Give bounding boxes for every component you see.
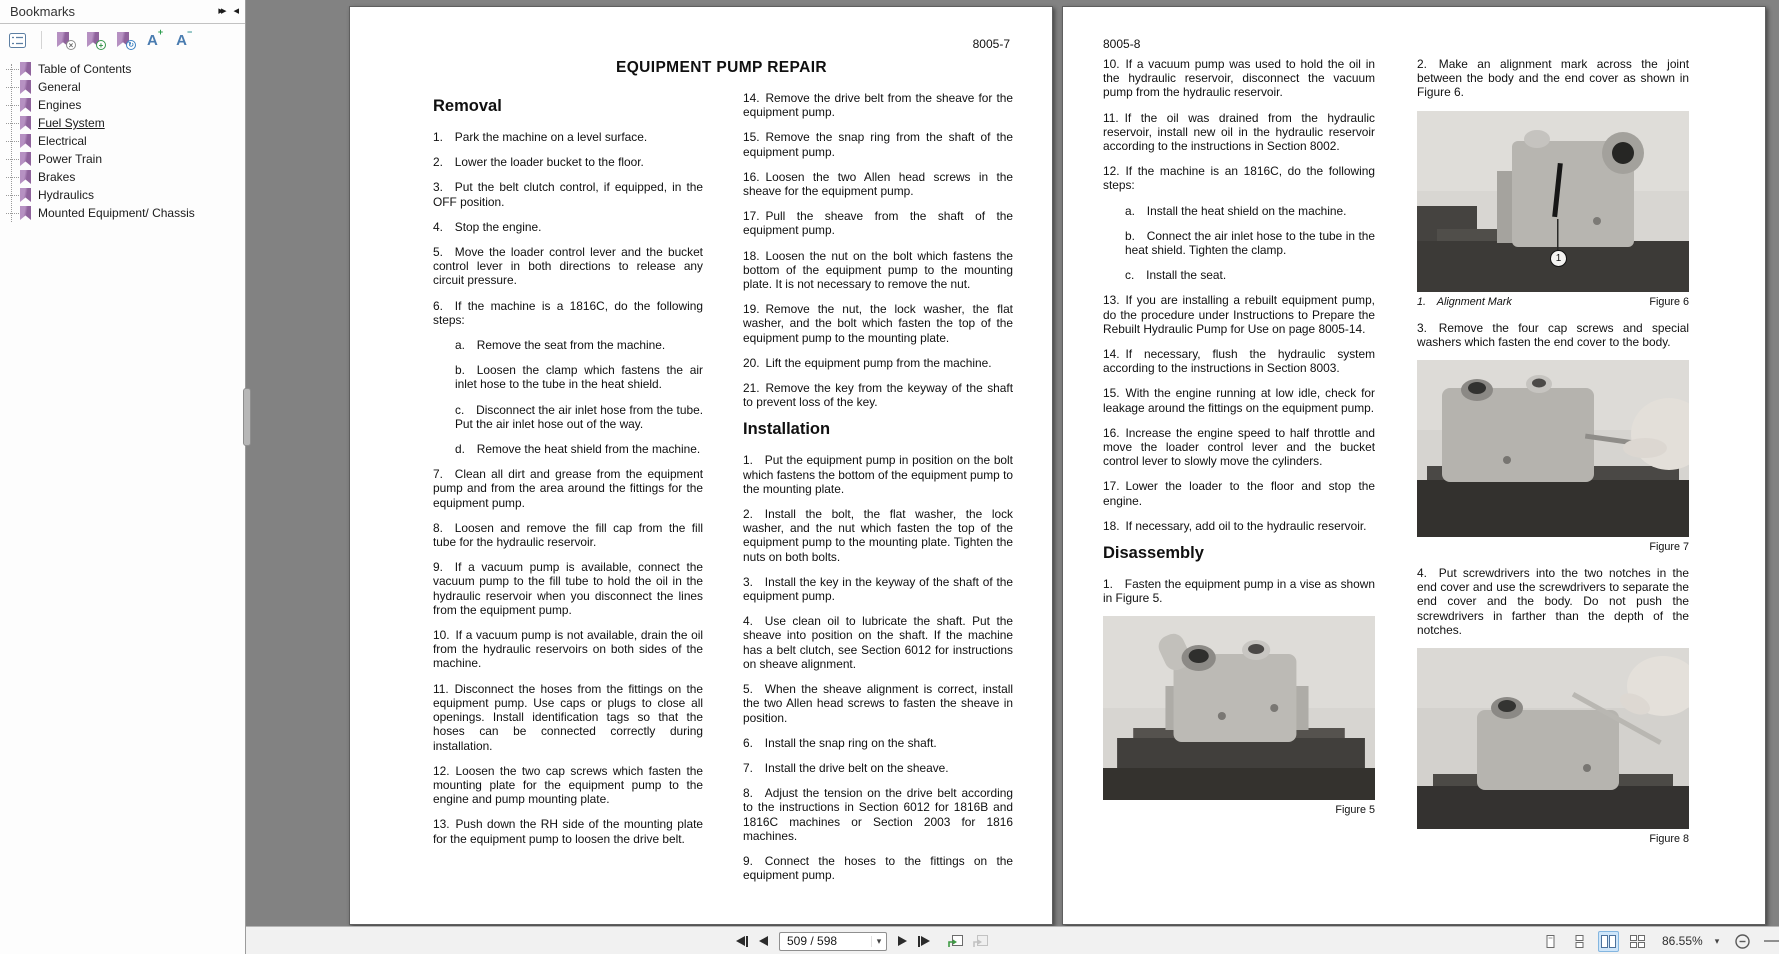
figure-5-photo: [1103, 616, 1375, 800]
bookmark-label: Hydraulics: [38, 188, 95, 202]
text-block: 11. Disconnect the hoses from the fittings on the equipment pump. Use caps or plugs to close all openings. Install identification tags so that the hoses can be connected correctly during installation.: [433, 681, 703, 753]
text-block: 12. If the machine is an 1816C, do the following steps:: [1103, 164, 1375, 193]
bookmarks-toolbar: [0, 24, 245, 56]
manual-page-right: [1062, 6, 1766, 925]
panel-splitter-handle[interactable]: [243, 388, 251, 446]
next-page-button[interactable]: [898, 936, 907, 946]
panel-collapse-icon[interactable]: ◂: [233, 5, 239, 17]
bookmark-ribbon-icon: [20, 116, 31, 130]
bookmark-label: Mounted Equipment/ Chassis: [38, 206, 195, 220]
text-block: 8. Loosen and remove the fill cap from the fill tube for the hydraulic reservoir.: [433, 520, 703, 550]
text-block: 8. Adjust the tension on the drive belt according to the instructions in Section 6012 for 1816B and 1816C machines or Section 2003 for 1816 machines.: [743, 786, 1013, 843]
text-block: 7. Install the drive belt on the sheave.: [743, 760, 949, 775]
text-block: 3. Put the belt clutch control, if equipped, in the OFF position.: [433, 180, 703, 209]
bookmark-label: Power Train: [38, 152, 103, 166]
decrease-text-size-icon[interactable]: A−: [176, 27, 193, 49]
bookmark-ribbon-icon: [20, 170, 31, 184]
figure-6-callout-label: 1. Alignment Mark: [1417, 295, 1512, 308]
facing-pages-view-icon[interactable]: [1598, 931, 1619, 952]
text-block: 1. Fasten the equipment pump in a vise as shown in Figure 5.: [1103, 577, 1375, 606]
text-block: 6. Install the snap ring on the shaft.: [743, 735, 937, 750]
zoom-slider-track[interactable]: [1764, 940, 1779, 942]
text-block: 3. Install the key in the keyway of the shaft of the equipment pump.: [743, 574, 1013, 604]
text-block: 11. If the oil was drained from the hydraulic reservoir, install new oil in the hydraulic reservoir according to the instructions in Section 8002.: [1103, 110, 1375, 154]
bookmark-item[interactable]: [0, 60, 245, 78]
text-block: 5. When the sheave alignment is correct, install the two Allen head screws to fasten the sheave in position.: [743, 682, 1013, 725]
text-block: 16. Loosen the two Allen head screws in the sheave for the equipment pump.: [743, 169, 1013, 199]
figure-8-photo: [1417, 648, 1689, 829]
text-block: 1. Park the machine on a level surface.: [433, 130, 648, 144]
toolbar-divider: [41, 31, 42, 49]
text-block: a. Remove the seat from the machine.: [455, 338, 666, 353]
text-block: 18. If necessary, add oil to the hydraulic reservoir.: [1103, 518, 1367, 533]
bookmark-ribbon-icon: [20, 98, 31, 112]
increase-text-size-icon[interactable]: A+: [147, 27, 164, 49]
bookmark-label: Electrical: [38, 134, 87, 148]
text-block: 9. Connect the hoses to the fittings on the equipment pump.: [743, 853, 1013, 883]
text-block: 2. Make an alignment mark across the joint between the body and the end cover as shown in Figure 6.: [1417, 57, 1689, 100]
bookmark-item[interactable]: [0, 132, 245, 150]
text-block: Disassembly: [1103, 544, 1204, 563]
bookmark-item[interactable]: [0, 78, 245, 96]
text-block: 3. Remove the four cap screws and special washers which fasten the end cover to the body.: [1417, 320, 1689, 349]
bookmark-item[interactable]: [0, 150, 245, 168]
text-block: 7. Clean all dirt and grease from the equipment pump and from the area around the fittings for the equipment pump.: [433, 467, 703, 510]
bookmark-item[interactable]: [0, 186, 245, 204]
text-block: 10. If a vacuum pump is not available, drain the oil from the hydraulic reservoirs on both sides of the machine.: [433, 628, 703, 671]
bookmarks-tree: [0, 56, 245, 222]
text-block: 1. Put the equipment pump in position on the bolt which fastens the bottom of the equipment pump to the mounting plate.: [743, 453, 1013, 496]
next-view-icon[interactable]: [972, 934, 989, 949]
zoom-dropdown-icon[interactable]: ▾: [1714, 935, 1720, 946]
text-block: 20. Lift the equipment pump from the machine.: [743, 355, 992, 370]
bookmark-label: General: [38, 80, 81, 94]
bookmark-options-icon[interactable]: [9, 33, 26, 48]
bookmark-history-icon[interactable]: ↻: [117, 31, 134, 49]
zoom-level-value[interactable]: 86.55%: [1662, 934, 1703, 948]
page-number: 8005-8: [1103, 37, 1141, 51]
bookmark-label: Engines: [38, 98, 82, 112]
page-number-input[interactable]: [779, 932, 887, 951]
text-block: 17. Pull the sheave from the shaft of the equipment pump.: [743, 209, 1013, 238]
bookmark-ribbon-icon: [20, 206, 31, 220]
figure-7-caption: Figure 7: [1649, 541, 1689, 554]
text-block: a. Install the heat shield on the machine.: [1125, 203, 1347, 218]
page-number-value[interactable]: 509 / 598: [787, 934, 838, 948]
previous-view-icon[interactable]: [947, 934, 964, 949]
page8-column-1: [1103, 57, 1375, 858]
text-block: 17. Lower the loader to the floor and stop the engine.: [1103, 479, 1375, 508]
manual-page-left: [349, 6, 1053, 925]
text-block: Removal: [433, 97, 502, 115]
text-block: 21. Remove the key from the keyway of the shaft to prevent loss of the key.: [743, 381, 1013, 410]
text-block: 15. With the engine running at low idle, check for leakage around the fittings on the equipment pump.: [1103, 386, 1375, 415]
text-block: 10. If a vacuum pump was used to hold the oil in the hydraulic reservoir, disconnect the vacuum pump from the hydraulic reservoir.: [1103, 57, 1375, 100]
tree-guide-line: [11, 64, 12, 222]
single-page-view-icon[interactable]: [1540, 931, 1561, 952]
text-block: c. Disconnect the air inlet hose from the tube. Put the air inlet hose out of the way.: [455, 402, 703, 431]
delete-bookmark-icon[interactable]: ×: [57, 31, 74, 49]
bookmark-label: Brakes: [38, 170, 76, 184]
bookmark-ribbon-icon: [20, 80, 31, 94]
status-bar: [246, 926, 1779, 954]
figure-5-caption: Figure 5: [1335, 804, 1375, 817]
text-block: 4. Stop the engine.: [433, 219, 542, 234]
page7-column-1: [433, 91, 703, 893]
bookmark-item[interactable]: [0, 96, 245, 114]
bookmarks-panel: [0, 0, 246, 954]
last-page-button[interactable]: [918, 936, 930, 947]
bookmark-item[interactable]: [0, 114, 245, 132]
text-block: 6. If the machine is a 1816C, do the following steps:: [433, 298, 703, 327]
continuous-view-icon[interactable]: [1569, 931, 1590, 952]
document-title: EQUIPMENT PUMP REPAIR: [615, 59, 828, 76]
page-number: 8005-7: [972, 37, 1010, 51]
text-block: 19. Remove the nut, the lock washer, the flat washer, and the bolt which fasten the top of the equipment pump to the mounting plate.: [743, 302, 1013, 345]
text-block: d. Remove the heat shield from the machine.: [455, 442, 701, 457]
text-block: 16. Increase the engine speed to half throttle and move the loader control lever and the bucket control lever to slowly move the cylinders.: [1103, 425, 1375, 469]
text-block: 4. Use clean oil to lubricate the shaft. Put the sheave into position on the shaft. If the machine has a belt clutch, see Section 6012 for instructions on sheave alignment.: [743, 614, 1013, 671]
bookmark-label: Table of Contents: [38, 62, 132, 76]
figure-6-photo: [1417, 111, 1689, 292]
bookmark-ribbon-icon: [20, 134, 31, 148]
page-dropdown-icon[interactable]: ▾: [871, 936, 886, 947]
panel-expand-icon[interactable]: ▸▸: [218, 5, 224, 17]
zoom-out-icon[interactable]: [1735, 934, 1750, 949]
text-block: 13. If you are installing a rebuilt equipment pump, do the procedure under Instructions to Prepare the Rebuilt Hydraulic Pump for Use on page 8005-14.: [1103, 293, 1375, 336]
text-block: 12. Loosen the two cap screws which fasten the mounting plate for the equipment pump to the engine and pump mounting plate.: [433, 763, 703, 807]
text-block: Installation: [743, 420, 831, 439]
figure-8-caption: Figure 8: [1649, 833, 1689, 846]
text-block: 2. Install the bolt, the flat washer, the lock washer, and the nut which fasten the top of the equipment pump to the mounting plate. Tighten the nuts on both bolts.: [743, 507, 1013, 564]
text-block: 13. Push down the RH side of the mounting plate for the equipment pump to loosen the drive belt.: [433, 817, 703, 846]
bookmark-ribbon-icon: [20, 62, 31, 76]
text-block: 15. Remove the snap ring from the shaft of the equipment pump.: [743, 130, 1013, 159]
figure-6-caption: Figure 6: [1649, 295, 1689, 308]
bookmark-ribbon-icon: [20, 152, 31, 166]
figure-6-callout-marker: 1: [1550, 250, 1567, 267]
first-page-button[interactable]: [736, 936, 748, 947]
add-bookmark-icon[interactable]: +: [87, 31, 104, 49]
bookmark-label: Fuel System: [38, 116, 105, 130]
text-block: 14. Remove the drive belt from the sheave for the equipment pump.: [743, 91, 1013, 120]
text-block: 9. If a vacuum pump is available, connect the vacuum pump to the fill tube to hold the oil in the hydraulic reservoir when you disconnect the lines from the equipment pump.: [433, 560, 703, 617]
text-block: b. Loosen the clamp which fastens the air inlet hose to the tube in the heat shield.: [455, 363, 703, 392]
page7-column-2: [743, 91, 1013, 893]
text-block: b. Connect the air inlet hose to the tube in the heat shield. Tighten the clamp.: [1125, 228, 1375, 258]
bookmarks-panel-header: [0, 0, 245, 24]
text-block: 18. Loosen the nut on the bolt which fastens the bottom of the equipment pump to the mounting plate. It is not necessary to remove the nut.: [743, 248, 1013, 292]
text-block: 14. If necessary, flush the hydraulic system according to the instructions in Section 8003.: [1103, 347, 1375, 376]
panel-title: Bookmarks: [10, 4, 76, 19]
text-block: 5. Move the loader control lever and the bucket control lever in both directions to release any circuit pressure.: [433, 245, 703, 288]
text-block: 2. Lower the loader bucket to the floor.: [433, 155, 644, 170]
figure-7-photo: [1417, 360, 1689, 537]
text-block: c. Install the seat.: [1125, 268, 1227, 283]
bookmark-item[interactable]: [0, 204, 245, 222]
text-block: 4. Put screwdrivers into the two notches in the end cover and use the screwdrivers to separate the end cover and the body. Do not push the screwdrivers in farther than the depth of the notches.: [1417, 566, 1689, 637]
page8-column-2: [1417, 57, 1689, 858]
facing-continuous-view-icon[interactable]: [1627, 931, 1648, 952]
previous-page-button[interactable]: [759, 936, 768, 946]
bookmark-ribbon-icon: [20, 188, 31, 202]
bookmark-item[interactable]: [0, 168, 245, 186]
